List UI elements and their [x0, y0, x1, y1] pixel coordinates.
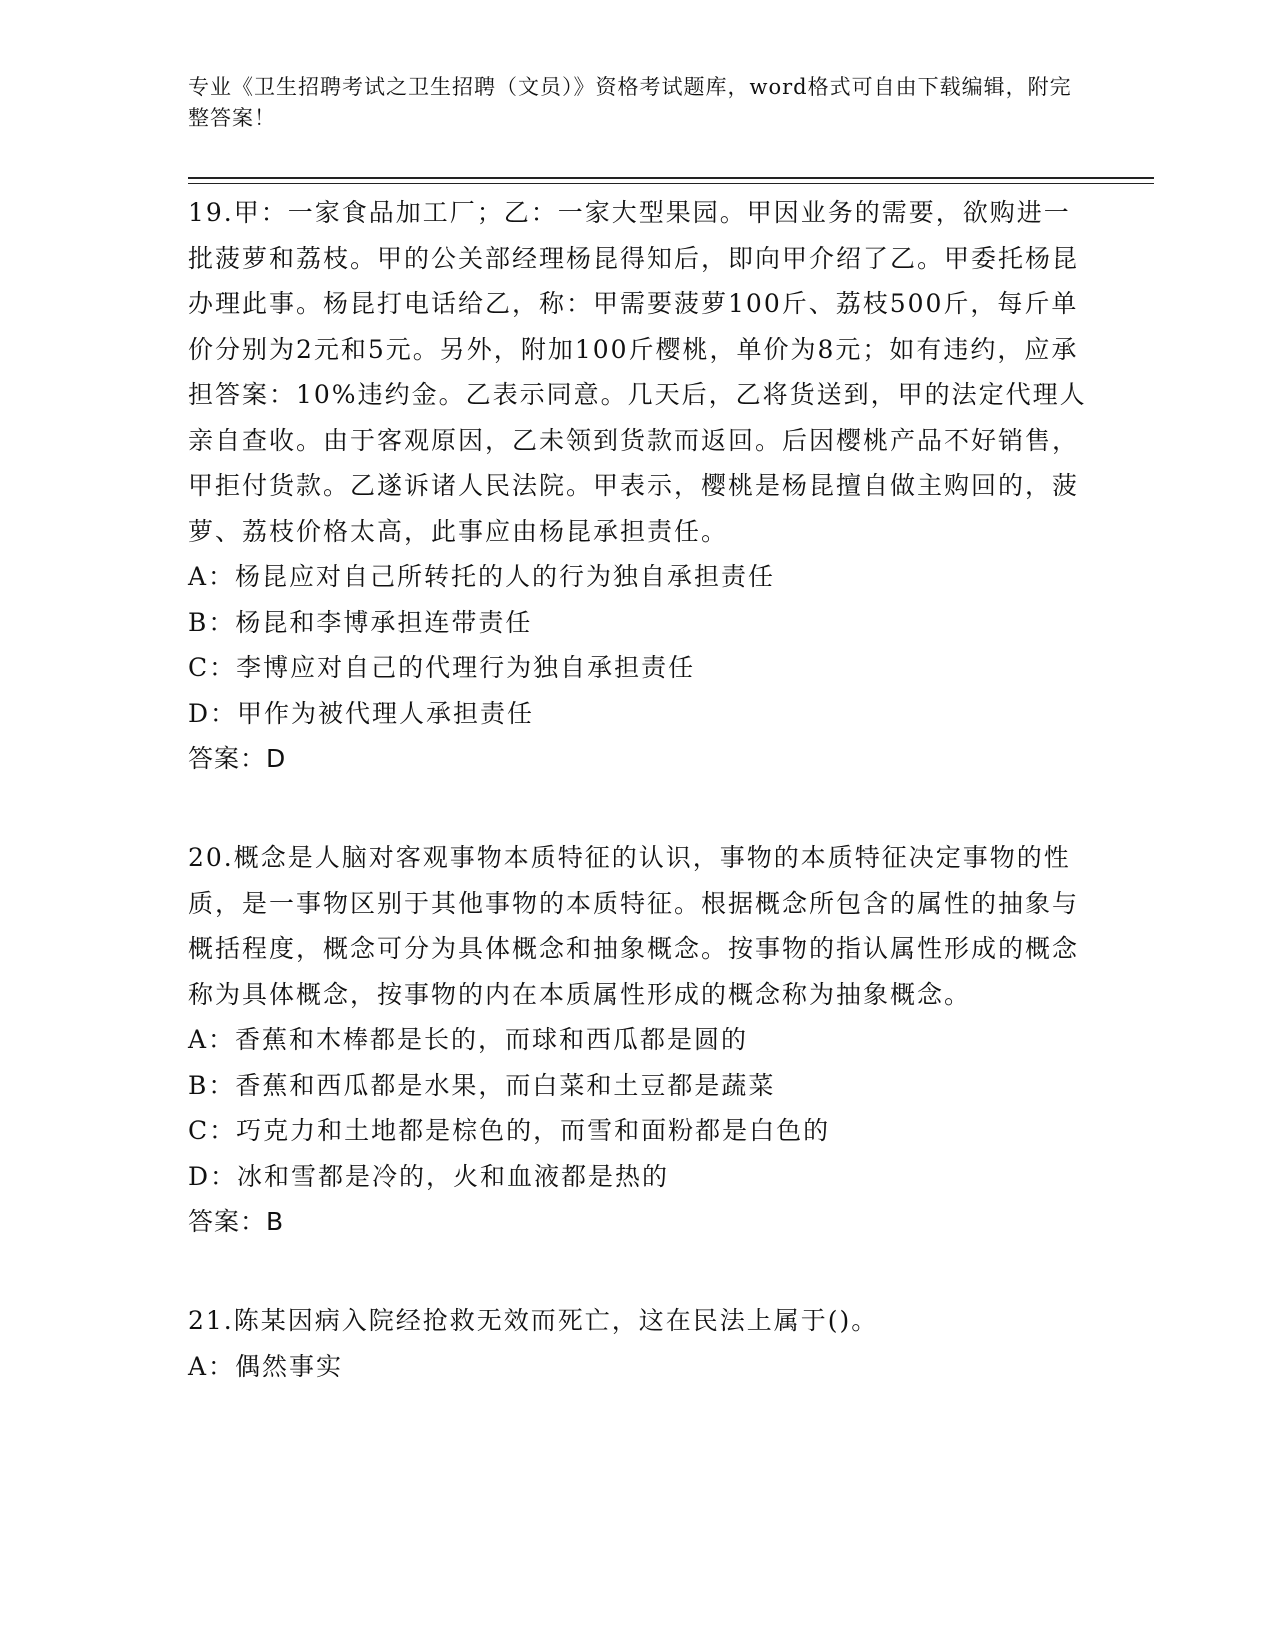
question-text: 20.概念是人脑对客观事物本质特征的认识，事物的本质特征决定事物的性质，是一事物区别于其他事物的本质特征。根据概念所包含的属性的抽象与概括程度，概念可分为具体概念和抽象概念。按事物的指认属性形成的概念称为具体概念，按事物的内在本质属性形成的概念称为抽象概念。 [188, 843, 1080, 1009]
option-c: C：李博应对自己的代理行为独自承担责任 [188, 653, 696, 682]
question-list [188, 190, 1088, 1443]
question-text: 21.陈某因病入院经抢救无效而死亡，这在民法上属于()。 [188, 1306, 879, 1335]
option-a: A：偶然事实 [188, 1351, 344, 1381]
option-a: A：杨昆应对自己所转托的人的行为独自承担责任 [188, 562, 776, 591]
header-rule-thick [188, 177, 1154, 179]
option-b: B：香蕉和西瓜都是水果，而白菜和土豆都是蔬菜 [188, 1070, 776, 1100]
header-rule-thin [188, 183, 1154, 184]
option-c: C：巧克力和土地都是棕色的，而雪和面粉都是白色的 [188, 1116, 831, 1145]
option-d: D：甲作为被代理人承担责任 [188, 698, 535, 728]
option-a: A：香蕉和木棒都是长的，而球和西瓜都是圆的 [188, 1025, 749, 1054]
option-d: D：冰和雪都是冷的，火和血液都是热的 [188, 1161, 670, 1191]
option-b: B：杨昆和李博承担连带责任 [188, 607, 533, 637]
question-21 [188, 1298, 1088, 1389]
answer: 答案：D [188, 744, 287, 773]
answer: 答案：B [188, 1207, 285, 1236]
question-19 [188, 190, 1088, 781]
question-20 [188, 835, 1088, 1244]
document-header: 专业《卫生招聘考试之卫生招聘（文员）》资格考试题库，word格式可自由下载编辑，附完整答案！ [188, 75, 1072, 130]
question-text: 19.甲：一家食品加工厂；乙：一家大型果园。甲因业务的需要，欲购进一批菠萝和荔枝。甲的公关部经理杨昆得知后，即向甲介绍了乙。甲委托杨昆办理此事。杨昆打电话给乙，称：甲需要菠萝100斤、荔枝500斤，每斤单价分别为2元和5元。另外，附加100斤樱桃，单价为8元；如有违约，应承担答案：10%违约金。乙表示同意。几天后，乙将货送到，甲的法定代理人亲自查收。由于客观原因，乙未领到货款而返回。后因樱桃产品不好销售，甲拒付货款。乙遂诉诸人民法院。甲表示，樱桃是杨昆擅自做主购回的，菠萝、荔枝价格太高，此事应由杨昆承担责任。 [188, 198, 1087, 546]
